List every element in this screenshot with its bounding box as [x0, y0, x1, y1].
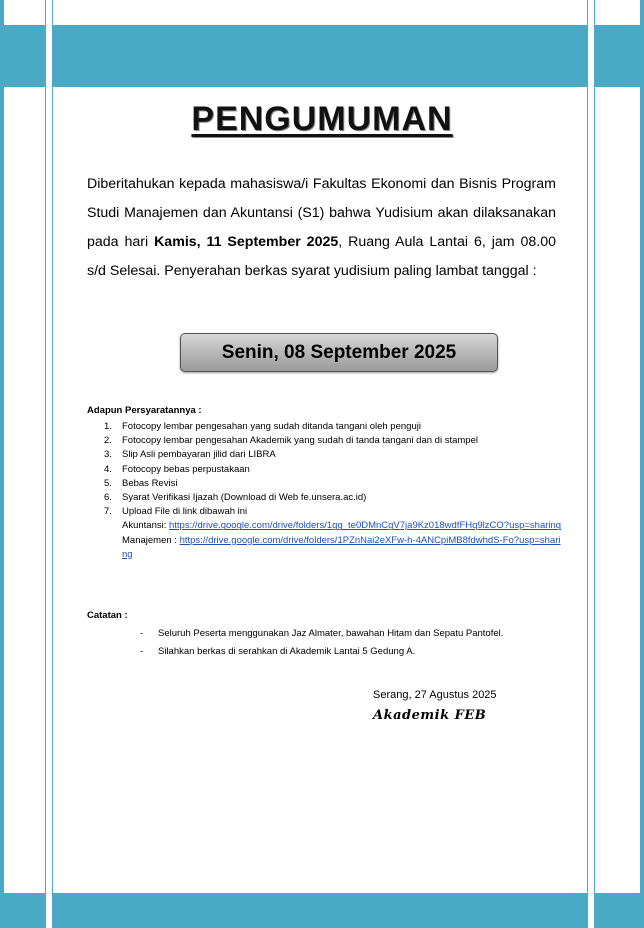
list-number: 3.	[104, 449, 112, 461]
left-edge-strip	[0, 0, 4, 928]
note-text: Seluruh Peserta menggunakan Jaz Almater, bawahan Hitam dan Sepatu Pantofel.	[158, 628, 504, 639]
list-item-text: Fotocopy lembar pengesahan Akademik yang sudah di tanda tangani dan di stampel	[122, 435, 478, 447]
akuntansi-drive-link[interactable]: https://drive.google.com/drive/folders/1gg_te0DMnCgV7ja9Kz018wdfFHq9lzCO?usp=sharing	[169, 520, 562, 532]
list-item	[104, 448, 564, 462]
note-item	[140, 625, 580, 643]
intro-text-1: Diberitahukan kepada mahasiswa/i Fakultas Ekonomi dan Bisnis Program Studi Manajemen dan Akuntansi (S1) bahwa Yudisium akan dilaksanakan pada hari	[87, 176, 556, 250]
list-item-text: Slip Asli pembayaran jilid dari LIBRA	[122, 449, 276, 461]
list-item-text: Upload File di link dibawah ini	[122, 506, 248, 518]
dash-bullet: -	[140, 628, 144, 639]
requirements-list	[104, 420, 564, 562]
left-frame-bar	[45, 0, 53, 928]
manajemen-drive-link[interactable]: https://drive.google.com/drive/folders/1PZnNai2eXFw-h-4ANCpiMB8fdwhdS-Fo?usp=sharing	[122, 534, 561, 560]
signature: Akademik FEB	[373, 708, 487, 723]
deadline-box: Senin, 08 September 2025	[180, 333, 498, 372]
dash-bullet: -	[140, 646, 144, 657]
note-item	[140, 643, 580, 661]
announcement-paragraph	[87, 170, 556, 286]
list-number: 5.	[104, 477, 112, 489]
list-number: 4.	[104, 463, 112, 475]
list-item-text: Fotocopy lembar pengesahan yang sudah ditanda tangani oleh penguji	[122, 421, 421, 432]
manajemen-link-line	[122, 534, 564, 562]
list-number: 1.	[104, 421, 112, 432]
event-date: Kamis, 11 September 2025	[154, 234, 339, 250]
list-item	[104, 505, 564, 562]
list-item-text: Syarat Verifikasi Ijazah (Download di Web fe.unsera.ac.id)	[122, 492, 367, 504]
page-title: PENGUMUMAN	[191, 100, 453, 138]
list-item	[104, 477, 564, 491]
list-number: 6.	[104, 492, 112, 504]
list-item-text: Fotocopy bebas perpustakaan	[122, 463, 250, 475]
list-number: 2.	[104, 435, 112, 447]
akuntansi-label: Akuntansi:	[122, 520, 169, 532]
header-band	[0, 25, 644, 87]
manajemen-label: Manajemen :	[122, 534, 180, 546]
list-item	[104, 463, 564, 477]
note-text: Silahkan berkas di serahkan di Akademik Lantai 5 Gedung A.	[158, 646, 416, 657]
list-item	[104, 491, 564, 505]
list-number: 7.	[104, 506, 112, 518]
notes-heading: Catatan :	[87, 610, 128, 621]
notes-list	[140, 625, 580, 661]
requirements-heading: Adapun Persyaratannya :	[87, 405, 202, 416]
intro-text-2: , Ruang Aula Lantai 6, jam 08.00 s/d Selesai. Penyerahan berkas syarat yudisium paling lambat tanggal :	[87, 234, 556, 279]
list-item	[104, 434, 564, 448]
place-and-date: Serang, 27 Agustus 2025	[373, 689, 497, 701]
akuntansi-link-line	[122, 519, 564, 533]
right-edge-strip	[640, 0, 644, 928]
list-item	[104, 420, 564, 434]
list-item-text: Bebas Revisi	[122, 477, 178, 489]
footer-band	[0, 893, 644, 928]
right-frame-bar	[587, 0, 595, 928]
